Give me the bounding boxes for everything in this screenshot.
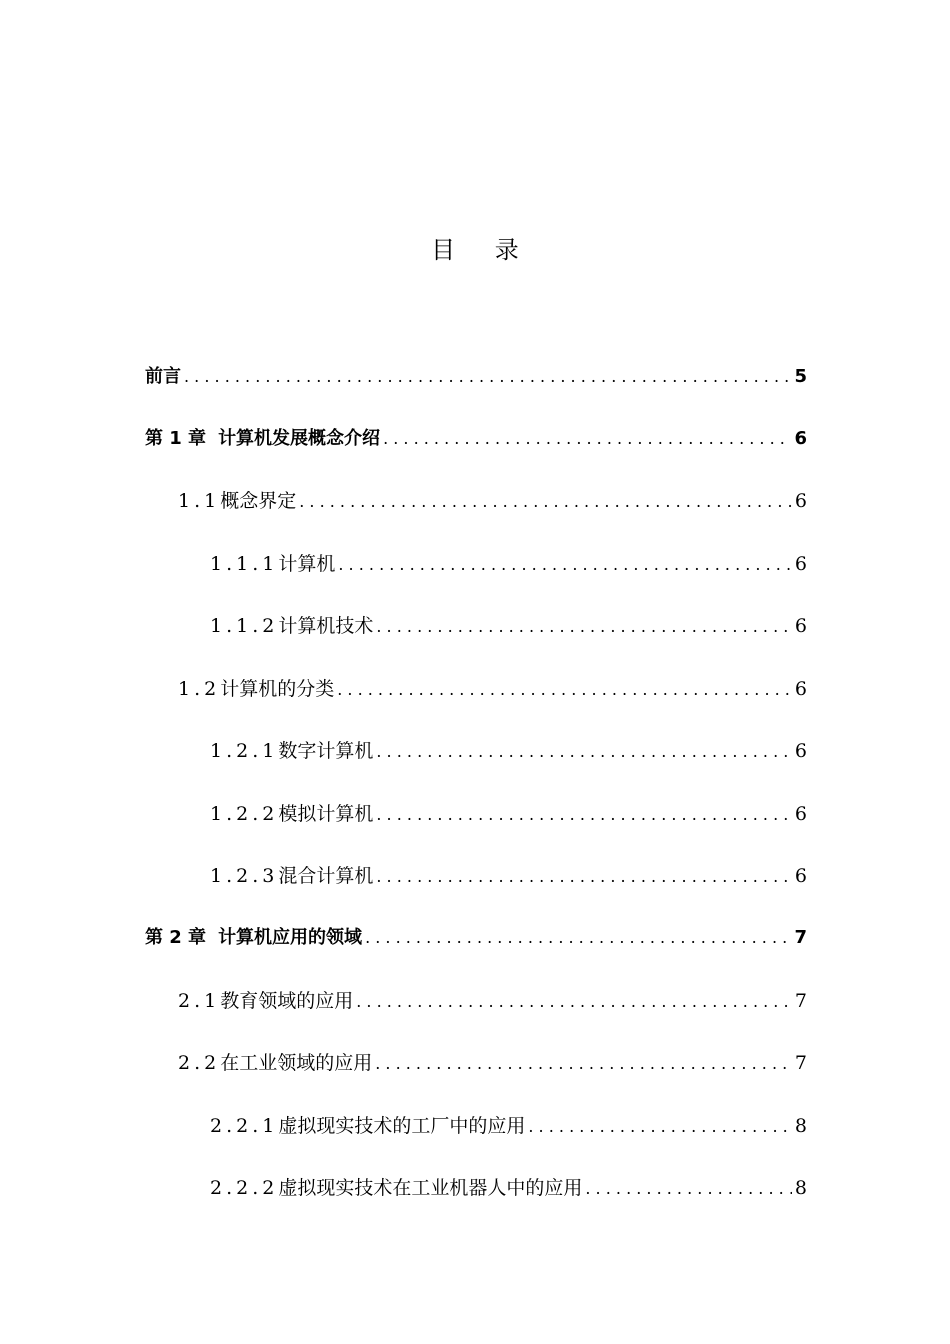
toc-entry-1-2-2[interactable] [210, 794, 807, 834]
toc-entry-2-1[interactable] [178, 981, 807, 1021]
dot-leader [528, 1107, 792, 1147]
dot-leader [299, 482, 792, 522]
toc-entry-number: 第 2 章 [145, 927, 207, 948]
toc-entry-text: 教育领域的应用 [220, 990, 354, 1012]
toc-entry-text: 数字计算机 [278, 740, 374, 762]
toc-page-number: 7 [794, 1052, 807, 1074]
toc-entry-number: 2.2.1 [210, 1115, 279, 1137]
toc-entry-number: 1.2.3 [210, 865, 279, 887]
toc-entry-preface[interactable] [145, 357, 807, 397]
toc-entry-text: 计算机的分类 [220, 678, 335, 700]
toc-entry-text: 虚拟现实技术在工业机器人中的应用 [278, 1177, 583, 1199]
toc-entry-number: 1.1.1 [210, 553, 279, 575]
toc-page-number: 6 [794, 490, 807, 512]
toc-entry-text: 计算机技术 [278, 615, 374, 637]
toc-entry-2-2-2[interactable] [210, 1168, 807, 1208]
toc-entry-chapter-1[interactable] [145, 419, 807, 459]
toc-entry-2-2[interactable] [178, 1043, 807, 1083]
dot-leader [376, 732, 792, 772]
toc-page-number: 6 [794, 740, 807, 762]
toc-entry-text: 计算机应用的领域 [218, 927, 363, 948]
toc-entry-number: 第 1 章 [145, 428, 207, 449]
toc-page-number: 6 [794, 428, 807, 449]
dot-leader [585, 1169, 792, 1209]
toc-entry-1-1-1[interactable] [210, 544, 807, 584]
toc-entry-number: 2.2 [178, 1052, 221, 1074]
toc-page-number: 6 [794, 678, 807, 700]
toc-entry-1-2[interactable] [178, 669, 807, 709]
toc-page-number: 6 [794, 865, 807, 887]
toc-entry-number: 2.1 [178, 990, 221, 1012]
dot-leader [376, 607, 792, 647]
dot-leader [338, 545, 792, 585]
toc-page-number: 8 [794, 1177, 807, 1199]
toc-entry-text: 虚拟现实技术的工厂中的应用 [278, 1115, 526, 1137]
toc-entry-1-2-1[interactable] [210, 731, 807, 771]
toc-page-number: 8 [794, 1115, 807, 1137]
toc-entry-chapter-2[interactable] [145, 918, 807, 958]
toc-entry-number: 1.2 [178, 678, 221, 700]
toc-entry-number: 1.1 [178, 490, 221, 512]
toc-entry-1-1-2[interactable] [210, 606, 807, 646]
toc-page-number: 7 [794, 990, 807, 1012]
toc-entry-number: 2.2.2 [210, 1177, 279, 1199]
toc-entry-text: 计算机 [278, 553, 336, 575]
toc-entry-text: 概念界定 [220, 490, 297, 512]
toc-entry-text: 计算机发展概念介绍 [218, 428, 381, 449]
dot-leader [184, 357, 791, 397]
toc-entry-number: 1.2.2 [210, 803, 279, 825]
toc-page-number: 7 [794, 927, 807, 948]
dot-leader [365, 918, 791, 958]
toc-page-number: 6 [794, 615, 807, 637]
toc-entry-number: 1.1.2 [210, 615, 279, 637]
toc-entry-1-2-3[interactable] [210, 856, 807, 896]
toc-entry-text: 在工业领域的应用 [220, 1052, 373, 1074]
toc-entry-2-2-1[interactable] [210, 1106, 807, 1146]
toc-page-number: 6 [794, 803, 807, 825]
toc-entry-number: 1.2.1 [210, 740, 279, 762]
toc-entry-1-1[interactable] [178, 481, 807, 521]
dot-leader [337, 670, 792, 710]
toc-entry-text: 前言 [145, 366, 181, 387]
dot-leader [376, 795, 792, 835]
toc-page-number: 5 [794, 366, 807, 387]
toc-entry-text: 模拟计算机 [278, 803, 374, 825]
toc-entry-text: 混合计算机 [278, 865, 374, 887]
dot-leader [356, 982, 792, 1022]
dot-leader [375, 1044, 792, 1084]
page-title: 目 录 [431, 236, 535, 264]
dot-leader [383, 419, 791, 459]
dot-leader [376, 857, 792, 897]
toc-page-number: 6 [794, 553, 807, 575]
